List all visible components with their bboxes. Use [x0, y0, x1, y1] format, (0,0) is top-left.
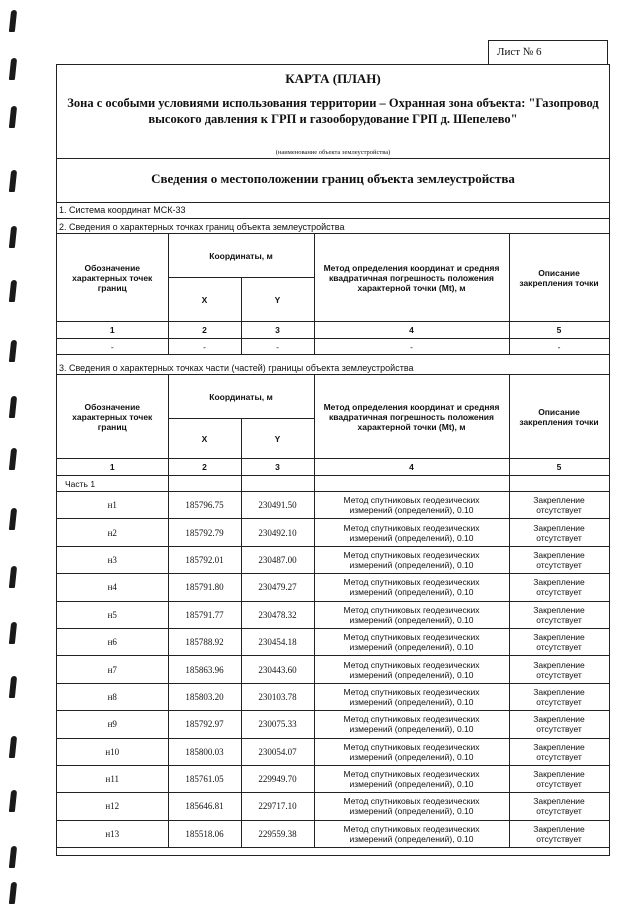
- coord-y: 229559.38: [241, 820, 314, 847]
- method-line: измерений (определений), 0.10: [349, 532, 474, 543]
- method-line: Метод спутниковых геодезических: [343, 741, 480, 752]
- point-id: н1: [57, 492, 168, 519]
- description-line: Закрепление: [533, 495, 585, 506]
- empty-cell: -: [314, 339, 509, 355]
- point-id: н6: [57, 628, 168, 655]
- header-point: Обозначение характерных точек границ: [57, 375, 168, 459]
- binding-mark: [9, 170, 17, 192]
- method-cell: [314, 519, 509, 546]
- description-line: отсутствует: [536, 779, 582, 790]
- description-cell: [509, 628, 609, 655]
- description-line: отсутствует: [536, 614, 582, 625]
- coord-x: 185800.03: [168, 738, 241, 765]
- description-cell: [509, 711, 609, 738]
- coord-x: 185791.80: [168, 574, 241, 601]
- table-row: [57, 683, 609, 710]
- section-title-block: [57, 159, 609, 203]
- coord-y: 229949.70: [241, 765, 314, 792]
- description-cell: [509, 574, 609, 601]
- binding-mark: [9, 882, 17, 904]
- table-row: [57, 601, 609, 628]
- point-id: н10: [57, 738, 168, 765]
- table-row: [57, 546, 609, 573]
- method-cell: [314, 628, 509, 655]
- document-title: КАРТА (ПЛАН): [285, 71, 381, 86]
- table-row: [57, 820, 609, 847]
- point-id: н4: [57, 574, 168, 601]
- header-x: X: [168, 419, 241, 459]
- point-id: н13: [57, 820, 168, 847]
- description-line: отсутствует: [536, 642, 582, 653]
- empty-cell: -: [57, 339, 168, 355]
- description-line: отсутствует: [536, 724, 582, 735]
- header-y: Y: [241, 419, 314, 459]
- binding-mark: [9, 790, 17, 812]
- binding-mark: [9, 340, 17, 362]
- binding-mark: [9, 622, 17, 644]
- method-line: измерений (определений), 0.10: [349, 833, 474, 844]
- description-cell: [509, 738, 609, 765]
- method-cell: [314, 820, 509, 847]
- method-line: Метод спутниковых геодезических: [343, 686, 480, 697]
- empty-cell: [168, 476, 241, 492]
- method-line: Метод спутниковых геодезических: [343, 495, 480, 506]
- header-y: Y: [241, 278, 314, 322]
- header-coordinates: Координаты, м: [168, 234, 314, 278]
- table-row: [57, 738, 609, 765]
- document-subtitle: Зона с особыми условиями использования территории – Охранная зона объекта: "Газопровод высокого давления к ГРП и газооборудование ГРП д. Шепелево": [67, 96, 599, 126]
- section-title: Сведения о местоположении границ объекта землеустройства: [151, 171, 515, 186]
- method-line: измерений (определений), 0.10: [349, 505, 474, 516]
- table-row: [57, 574, 609, 601]
- description-line: Закрепление: [533, 796, 585, 807]
- header-description: Описание закрепления точки: [509, 375, 609, 459]
- coord-x: 185792.01: [168, 546, 241, 573]
- description-line: Закрепление: [533, 686, 585, 697]
- empty-cell: [314, 476, 509, 492]
- method-line: Метод спутниковых геодезических: [343, 604, 480, 615]
- binding-mark: [9, 676, 17, 698]
- part-points-table: [57, 374, 610, 848]
- coord-x: 185792.79: [168, 519, 241, 546]
- coord-y: 230491.50: [241, 492, 314, 519]
- document-frame: [56, 64, 610, 856]
- empty-cell: -: [241, 339, 314, 355]
- boundary-points-heading: 2. Сведения о характерных точках границ объекта землеустройства: [59, 222, 345, 232]
- point-id: н2: [57, 519, 168, 546]
- part-label: Часть 1: [57, 476, 168, 492]
- column-number: 5: [509, 459, 609, 476]
- binding-mark: [9, 396, 17, 418]
- description-cell: [509, 683, 609, 710]
- header-coordinates: Координаты, м: [168, 375, 314, 419]
- description-line: отсутствует: [536, 669, 582, 680]
- coord-y: 230492.10: [241, 519, 314, 546]
- header-point: Обозначение характерных точек границ: [57, 234, 168, 322]
- description-cell: [509, 546, 609, 573]
- description-line: отсутствует: [536, 505, 582, 516]
- point-id: н12: [57, 793, 168, 820]
- header-method: Метод определения координат и средняя квадратичная погрешность положения характерной точки (Mt), м: [314, 375, 509, 459]
- description-line: отсутствует: [536, 806, 582, 817]
- description-line: отсутствует: [536, 696, 582, 707]
- description-line: отсутствует: [536, 532, 582, 543]
- column-number: 2: [168, 322, 241, 339]
- method-line: Метод спутниковых геодезических: [343, 577, 480, 588]
- coord-y: 230075.33: [241, 711, 314, 738]
- point-id: н8: [57, 683, 168, 710]
- coord-y: 230487.00: [241, 546, 314, 573]
- part-rows: [57, 492, 609, 848]
- method-line: Метод спутниковых геодезических: [343, 714, 480, 725]
- method-line: измерений (определений), 0.10: [349, 669, 474, 680]
- column-number: 4: [314, 322, 509, 339]
- coord-x: 185518.06: [168, 820, 241, 847]
- column-number: 5: [509, 322, 609, 339]
- description-line: Закрепление: [533, 522, 585, 533]
- method-line: измерений (определений), 0.10: [349, 779, 474, 790]
- description-line: Закрепление: [533, 823, 585, 834]
- title-block: [57, 65, 609, 159]
- method-cell: [314, 574, 509, 601]
- method-cell: [314, 656, 509, 683]
- description-line: отсутствует: [536, 587, 582, 598]
- binding-mark: [9, 566, 17, 588]
- sheet-number: Лист № 6: [488, 40, 608, 64]
- description-line: отсутствует: [536, 751, 582, 762]
- binding-mark: [9, 448, 17, 470]
- point-id: н11: [57, 765, 168, 792]
- column-number: 3: [241, 459, 314, 476]
- point-id: н7: [57, 656, 168, 683]
- method-cell: [314, 793, 509, 820]
- coord-x: 185788.92: [168, 628, 241, 655]
- binding-mark: [9, 508, 17, 530]
- point-id: н9: [57, 711, 168, 738]
- method-line: измерений (определений), 0.10: [349, 806, 474, 817]
- coord-x: 185796.75: [168, 492, 241, 519]
- method-cell: [314, 683, 509, 710]
- method-line: измерений (определений), 0.10: [349, 751, 474, 762]
- empty-cell: [241, 476, 314, 492]
- description-line: отсутствует: [536, 833, 582, 844]
- description-line: Закрепление: [533, 741, 585, 752]
- table-row: [57, 519, 609, 546]
- method-line: измерений (определений), 0.10: [349, 587, 474, 598]
- description-line: Закрепление: [533, 632, 585, 643]
- method-cell: [314, 546, 509, 573]
- method-cell: [314, 738, 509, 765]
- header-description: Описание закрепления точки: [509, 234, 609, 322]
- method-line: Метод спутниковых геодезических: [343, 769, 480, 780]
- binding-mark: [9, 226, 17, 248]
- description-line: отсутствует: [536, 559, 582, 570]
- part-points-heading: 3. Сведения о характерных точках части (частей) границы объекта землеустройства: [59, 363, 414, 373]
- description-cell: [509, 765, 609, 792]
- coordinate-system-row: [57, 203, 609, 219]
- coordinate-system-text: 1. Система координат МСК-33: [59, 205, 186, 215]
- method-line: измерений (определений), 0.10: [349, 559, 474, 570]
- coord-y: 230103.78: [241, 683, 314, 710]
- column-number: 1: [57, 459, 168, 476]
- table-row: [57, 492, 609, 519]
- coord-y: 230478.32: [241, 601, 314, 628]
- description-line: Закрепление: [533, 659, 585, 670]
- description-line: Закрепление: [533, 604, 585, 615]
- description-cell: [509, 820, 609, 847]
- coord-x: 185791.77: [168, 601, 241, 628]
- binding-mark: [9, 10, 17, 32]
- binding-mark: [9, 58, 17, 80]
- description-cell: [509, 519, 609, 546]
- description-line: Закрепление: [533, 769, 585, 780]
- method-line: Метод спутниковых геодезических: [343, 522, 480, 533]
- empty-cell: -: [168, 339, 241, 355]
- table-row: [57, 765, 609, 792]
- binding-mark: [9, 736, 17, 758]
- description-line: Закрепление: [533, 549, 585, 560]
- method-line: Метод спутниковых геодезических: [343, 823, 480, 834]
- description-line: Закрепление: [533, 714, 585, 725]
- point-id: н3: [57, 546, 168, 573]
- coord-x: 185761.05: [168, 765, 241, 792]
- binding-mark: [9, 846, 17, 868]
- coord-x: 185646.81: [168, 793, 241, 820]
- binding-holes: [0, 0, 30, 905]
- column-number: 2: [168, 459, 241, 476]
- description-cell: [509, 601, 609, 628]
- header-method: Метод определения координат и средняя квадратичная погрешность положения характерной точки (Mt), м: [314, 234, 509, 322]
- method-cell: [314, 711, 509, 738]
- column-number: 4: [314, 459, 509, 476]
- point-id: н5: [57, 601, 168, 628]
- coord-x: 185863.96: [168, 656, 241, 683]
- binding-mark: [9, 280, 17, 302]
- method-line: измерений (определений), 0.10: [349, 642, 474, 653]
- coord-y: 230054.07: [241, 738, 314, 765]
- description-cell: [509, 793, 609, 820]
- coord-y: 229717.10: [241, 793, 314, 820]
- table-row: [57, 793, 609, 820]
- header-x: X: [168, 278, 241, 322]
- method-line: Метод спутниковых геодезических: [343, 659, 480, 670]
- table-row: [57, 628, 609, 655]
- method-line: измерений (определений), 0.10: [349, 614, 474, 625]
- method-line: Метод спутниковых геодезических: [343, 796, 480, 807]
- empty-cell: [509, 476, 609, 492]
- table-row: [57, 711, 609, 738]
- coord-y: 230479.27: [241, 574, 314, 601]
- method-cell: [314, 492, 509, 519]
- coord-y: 230454.18: [241, 628, 314, 655]
- coord-x: 185792.97: [168, 711, 241, 738]
- method-cell: [314, 765, 509, 792]
- method-line: Метод спутниковых геодезических: [343, 549, 480, 560]
- column-number: 1: [57, 322, 168, 339]
- boundary-points-table: [57, 233, 610, 355]
- description-line: Закрепление: [533, 577, 585, 588]
- method-line: Метод спутниковых геодезических: [343, 632, 480, 643]
- method-cell: [314, 601, 509, 628]
- object-caption: (наименование объекта землеустройства): [275, 149, 391, 156]
- description-cell: [509, 492, 609, 519]
- method-line: измерений (определений), 0.10: [349, 724, 474, 735]
- description-cell: [509, 656, 609, 683]
- column-number: 3: [241, 322, 314, 339]
- coord-x: 185803.20: [168, 683, 241, 710]
- method-line: измерений (определений), 0.10: [349, 696, 474, 707]
- binding-mark: [9, 106, 17, 128]
- table-row: [57, 656, 609, 683]
- coord-y: 230443.60: [241, 656, 314, 683]
- empty-cell: -: [509, 339, 609, 355]
